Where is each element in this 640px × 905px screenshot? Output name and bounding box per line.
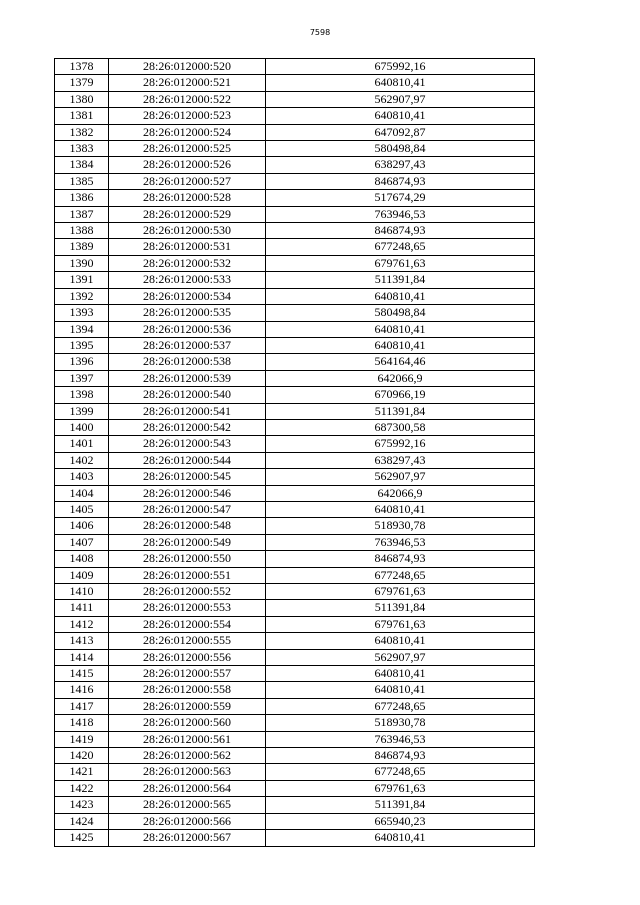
value-cell: 642066,9 — [266, 485, 535, 501]
cadastral-number-cell: 28:26:012000:546 — [109, 485, 266, 501]
value-cell: 679761,63 — [266, 780, 535, 796]
table-row — [55, 190, 535, 206]
table-row — [55, 616, 535, 632]
value-cell: 518930,78 — [266, 715, 535, 731]
cadastral-number-cell: 28:26:012000:567 — [109, 830, 266, 846]
row-number-cell: 1386 — [55, 190, 109, 206]
value-cell: 679761,63 — [266, 616, 535, 632]
row-number-cell: 1411 — [55, 600, 109, 616]
cadastral-number-cell: 28:26:012000:560 — [109, 715, 266, 731]
table-row — [55, 223, 535, 239]
value-cell: 640810,41 — [266, 321, 535, 337]
cadastral-number-cell: 28:26:012000:534 — [109, 288, 266, 304]
row-number-cell: 1395 — [55, 337, 109, 353]
cadastral-number-cell: 28:26:012000:537 — [109, 337, 266, 353]
table-row — [55, 764, 535, 780]
row-number-cell: 1403 — [55, 469, 109, 485]
row-number-cell: 1422 — [55, 780, 109, 796]
row-number-cell: 1388 — [55, 223, 109, 239]
row-number-cell: 1418 — [55, 715, 109, 731]
value-cell: 640810,41 — [266, 108, 535, 124]
value-cell: 640810,41 — [266, 75, 535, 91]
value-cell: 677248,65 — [266, 698, 535, 714]
row-number-cell: 1414 — [55, 649, 109, 665]
row-number-cell: 1390 — [55, 255, 109, 271]
cadastral-number-cell: 28:26:012000:547 — [109, 501, 266, 517]
value-cell: 846874,93 — [266, 748, 535, 764]
row-number-cell: 1384 — [55, 157, 109, 173]
cadastral-number-cell: 28:26:012000:563 — [109, 764, 266, 780]
value-cell: 846874,93 — [266, 223, 535, 239]
cadastral-number-cell: 28:26:012000:538 — [109, 354, 266, 370]
row-number-cell: 1400 — [55, 419, 109, 435]
table-row — [55, 780, 535, 796]
table-row — [55, 469, 535, 485]
row-number-cell: 1392 — [55, 288, 109, 304]
cadastral-number-cell: 28:26:012000:542 — [109, 419, 266, 435]
cadastral-number-cell: 28:26:012000:532 — [109, 255, 266, 271]
value-cell: 511391,84 — [266, 797, 535, 813]
row-number-cell: 1424 — [55, 813, 109, 829]
value-cell: 562907,97 — [266, 91, 535, 107]
row-number-cell: 1409 — [55, 567, 109, 583]
table-row — [55, 321, 535, 337]
cadastral-number-cell: 28:26:012000:565 — [109, 797, 266, 813]
value-cell: 642066,9 — [266, 370, 535, 386]
table-row — [55, 485, 535, 501]
row-number-cell: 1379 — [55, 75, 109, 91]
cadastral-number-cell: 28:26:012000:559 — [109, 698, 266, 714]
value-cell: 580498,84 — [266, 305, 535, 321]
table-row — [55, 452, 535, 468]
row-number-cell: 1407 — [55, 534, 109, 550]
cadastral-number-cell: 28:26:012000:526 — [109, 157, 266, 173]
value-cell: 670966,19 — [266, 387, 535, 403]
row-number-cell: 1383 — [55, 141, 109, 157]
cadastral-number-cell: 28:26:012000:557 — [109, 666, 266, 682]
cadastral-number-cell: 28:26:012000:531 — [109, 239, 266, 255]
table-row — [55, 124, 535, 140]
cadastral-number-cell: 28:26:012000:549 — [109, 534, 266, 550]
value-cell: 640810,41 — [266, 666, 535, 682]
table-row — [55, 387, 535, 403]
cadastral-number-cell: 28:26:012000:520 — [109, 59, 266, 75]
table-row — [55, 551, 535, 567]
cadastral-number-cell: 28:26:012000:529 — [109, 206, 266, 222]
value-cell: 638297,43 — [266, 452, 535, 468]
cadastral-number-cell: 28:26:012000:554 — [109, 616, 266, 632]
cadastral-number-cell: 28:26:012000:536 — [109, 321, 266, 337]
row-number-cell: 1381 — [55, 108, 109, 124]
table-row — [55, 600, 535, 616]
cadastral-number-cell: 28:26:012000:535 — [109, 305, 266, 321]
value-cell: 640810,41 — [266, 288, 535, 304]
cadastral-number-cell: 28:26:012000:524 — [109, 124, 266, 140]
row-number-cell: 1421 — [55, 764, 109, 780]
table-row — [55, 173, 535, 189]
table-row — [55, 337, 535, 353]
cadastral-number-cell: 28:26:012000:555 — [109, 633, 266, 649]
cadastral-number-cell: 28:26:012000:548 — [109, 518, 266, 534]
table-row — [55, 682, 535, 698]
cadastral-number-cell: 28:26:012000:558 — [109, 682, 266, 698]
table-row — [55, 715, 535, 731]
row-number-cell: 1398 — [55, 387, 109, 403]
table-row — [55, 813, 535, 829]
cadastral-number-cell: 28:26:012000:561 — [109, 731, 266, 747]
row-number-cell: 1415 — [55, 666, 109, 682]
value-cell: 511391,84 — [266, 600, 535, 616]
value-cell: 647092,87 — [266, 124, 535, 140]
table-row — [55, 419, 535, 435]
table-row — [55, 698, 535, 714]
table-row — [55, 649, 535, 665]
value-cell: 763946,53 — [266, 731, 535, 747]
table-row — [55, 633, 535, 649]
table-row — [55, 731, 535, 747]
value-cell: 517674,29 — [266, 190, 535, 206]
cadastral-number-cell: 28:26:012000:523 — [109, 108, 266, 124]
row-number-cell: 1416 — [55, 682, 109, 698]
row-number-cell: 1406 — [55, 518, 109, 534]
value-cell: 763946,53 — [266, 206, 535, 222]
cadastral-number-cell: 28:26:012000:562 — [109, 748, 266, 764]
data-table — [54, 58, 535, 847]
cadastral-number-cell: 28:26:012000:540 — [109, 387, 266, 403]
cadastral-number-cell: 28:26:012000:543 — [109, 436, 266, 452]
table-row — [55, 59, 535, 75]
table-row — [55, 501, 535, 517]
value-cell: 665940,23 — [266, 813, 535, 829]
table-row — [55, 666, 535, 682]
row-number-cell: 1417 — [55, 698, 109, 714]
value-cell: 675992,16 — [266, 59, 535, 75]
cadastral-number-cell: 28:26:012000:552 — [109, 584, 266, 600]
table-row — [55, 567, 535, 583]
table-row — [55, 157, 535, 173]
value-cell: 640810,41 — [266, 830, 535, 846]
cadastral-number-cell: 28:26:012000:544 — [109, 452, 266, 468]
value-cell: 562907,97 — [266, 649, 535, 665]
row-number-cell: 1413 — [55, 633, 109, 649]
cadastral-number-cell: 28:26:012000:566 — [109, 813, 266, 829]
cadastral-number-cell: 28:26:012000:553 — [109, 600, 266, 616]
row-number-cell: 1394 — [55, 321, 109, 337]
value-cell: 846874,93 — [266, 551, 535, 567]
cadastral-number-cell: 28:26:012000:528 — [109, 190, 266, 206]
row-number-cell: 1401 — [55, 436, 109, 452]
value-cell: 679761,63 — [266, 255, 535, 271]
table-row — [55, 436, 535, 452]
cadastral-number-cell: 28:26:012000:522 — [109, 91, 266, 107]
cadastral-number-cell: 28:26:012000:539 — [109, 370, 266, 386]
table-row — [55, 584, 535, 600]
table-row — [55, 255, 535, 271]
table-row — [55, 288, 535, 304]
row-number-cell: 1423 — [55, 797, 109, 813]
cadastral-number-cell: 28:26:012000:530 — [109, 223, 266, 239]
value-cell: 564164,46 — [266, 354, 535, 370]
value-cell: 580498,84 — [266, 141, 535, 157]
table-row — [55, 403, 535, 419]
row-number-cell: 1402 — [55, 452, 109, 468]
row-number-cell: 1412 — [55, 616, 109, 632]
table-row — [55, 272, 535, 288]
row-number-cell: 1420 — [55, 748, 109, 764]
table-row — [55, 91, 535, 107]
row-number-cell: 1419 — [55, 731, 109, 747]
value-cell: 511391,84 — [266, 403, 535, 419]
row-number-cell: 1410 — [55, 584, 109, 600]
value-cell: 677248,65 — [266, 764, 535, 780]
value-cell: 687300,58 — [266, 419, 535, 435]
value-cell: 677248,65 — [266, 567, 535, 583]
value-cell: 675992,16 — [266, 436, 535, 452]
cadastral-number-cell: 28:26:012000:533 — [109, 272, 266, 288]
cadastral-number-cell: 28:26:012000:541 — [109, 403, 266, 419]
value-cell: 640810,41 — [266, 682, 535, 698]
value-cell: 679761,63 — [266, 584, 535, 600]
cadastral-number-cell: 28:26:012000:527 — [109, 173, 266, 189]
value-cell: 763946,53 — [266, 534, 535, 550]
cadastral-number-cell: 28:26:012000:551 — [109, 567, 266, 583]
row-number-cell: 1408 — [55, 551, 109, 567]
row-number-cell: 1399 — [55, 403, 109, 419]
row-number-cell: 1387 — [55, 206, 109, 222]
value-cell: 677248,65 — [266, 239, 535, 255]
row-number-cell: 1405 — [55, 501, 109, 517]
table-row — [55, 518, 535, 534]
value-cell: 562907,97 — [266, 469, 535, 485]
table-row — [55, 206, 535, 222]
row-number-cell: 1385 — [55, 173, 109, 189]
value-cell: 518930,78 — [266, 518, 535, 534]
table-row — [55, 830, 535, 846]
row-number-cell: 1389 — [55, 239, 109, 255]
cadastral-number-cell: 28:26:012000:525 — [109, 141, 266, 157]
row-number-cell: 1396 — [55, 354, 109, 370]
row-number-cell: 1393 — [55, 305, 109, 321]
row-number-cell: 1378 — [55, 59, 109, 75]
page-number: 7598 — [309, 28, 331, 37]
table-row — [55, 534, 535, 550]
row-number-cell: 1404 — [55, 485, 109, 501]
value-cell: 638297,43 — [266, 157, 535, 173]
row-number-cell: 1382 — [55, 124, 109, 140]
value-cell: 640810,41 — [266, 501, 535, 517]
table-row — [55, 354, 535, 370]
row-number-cell: 1391 — [55, 272, 109, 288]
table-body — [55, 59, 535, 847]
table-row — [55, 748, 535, 764]
cadastral-number-cell: 28:26:012000:564 — [109, 780, 266, 796]
value-cell: 511391,84 — [266, 272, 535, 288]
table-row — [55, 305, 535, 321]
value-cell: 640810,41 — [266, 633, 535, 649]
cadastral-number-cell: 28:26:012000:550 — [109, 551, 266, 567]
table-row — [55, 239, 535, 255]
cadastral-number-cell: 28:26:012000:521 — [109, 75, 266, 91]
table-row — [55, 797, 535, 813]
cadastral-number-cell: 28:26:012000:545 — [109, 469, 266, 485]
row-number-cell: 1380 — [55, 91, 109, 107]
value-cell: 846874,93 — [266, 173, 535, 189]
table-row — [55, 75, 535, 91]
table-row — [55, 141, 535, 157]
table-row — [55, 108, 535, 124]
row-number-cell: 1425 — [55, 830, 109, 846]
table-row — [55, 370, 535, 386]
value-cell: 640810,41 — [266, 337, 535, 353]
row-number-cell: 1397 — [55, 370, 109, 386]
cadastral-number-cell: 28:26:012000:556 — [109, 649, 266, 665]
